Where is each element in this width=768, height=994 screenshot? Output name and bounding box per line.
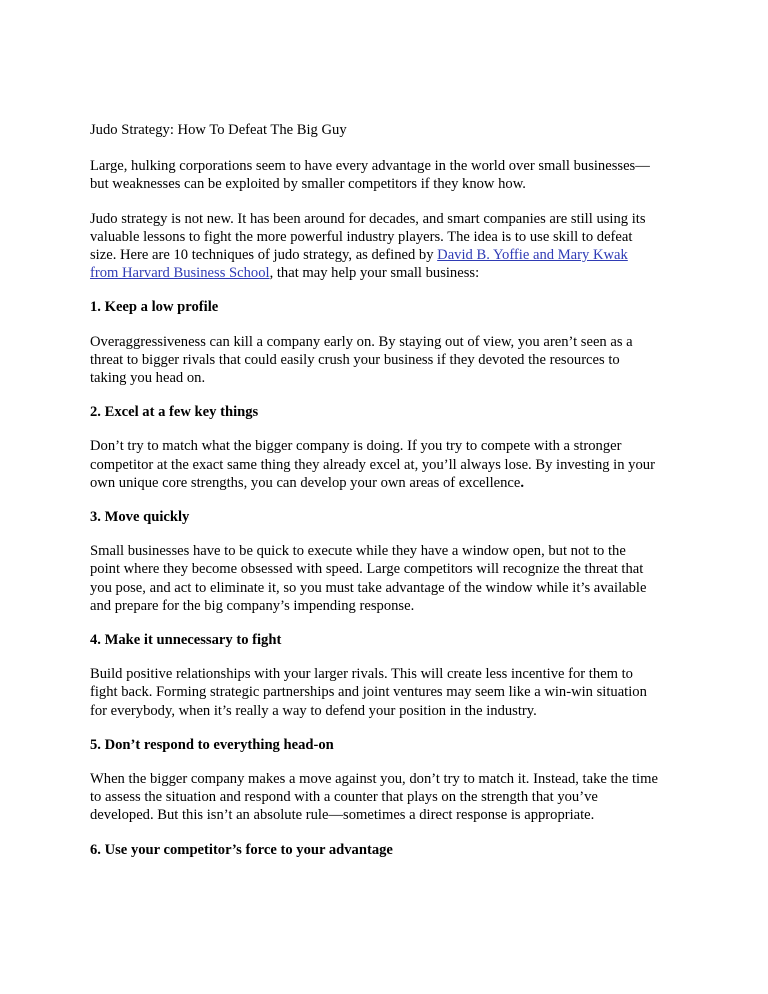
section-heading-2: 2. Excel at a few key things: [90, 404, 259, 421]
text-line: Large, hulking corporations seem to have every advantage in the world over small businesses—: [90, 158, 650, 175]
text-line: [90, 474, 690, 492]
section-heading-3: 3. Move quickly: [90, 509, 190, 526]
text-line: and prepare for the big company’s impending response.: [90, 597, 415, 614]
text-line: [90, 246, 690, 264]
section-heading-4: 4. Make it unnecessary to fight: [90, 632, 282, 649]
authors-link-continued[interactable]: from Harvard Business School: [90, 265, 270, 282]
text-line: you pose, and act to eliminate it, so you must take advantage of the window while it’s available: [90, 579, 647, 596]
text-line: threat to bigger rivals that could easily crush your business if they devoted the resources to: [90, 351, 620, 368]
text-line: fight back. Forming strategic partnerships and joint ventures may seem like a win-win situation: [90, 684, 647, 701]
authors-link[interactable]: David B. Yoffie and Mary Kwak: [437, 247, 628, 264]
text-line: for everybody, when it’s really a way to defend your position in the industry.: [90, 702, 537, 719]
text-fragment: size. Here are 10 techniques of judo strategy, as defined by: [90, 247, 438, 264]
text-line: competitor at the exact same thing they already excel at, you’ll always lose. By investing in your: [90, 456, 655, 473]
section-heading-6: 6. Use your competitor’s force to your advantage: [90, 841, 393, 858]
text-line: Small businesses have to be quick to execute while they have a window open, but not to the: [90, 543, 626, 560]
section-heading-1: 1. Keep a low profile: [90, 299, 219, 316]
section-paragraph-3: [90, 542, 690, 615]
document-body: [90, 121, 690, 875]
section-paragraph-1: [90, 333, 690, 388]
judo-strategy-paragraph: [90, 210, 690, 283]
section-paragraph-5: [90, 770, 690, 825]
text-fragment: own unique core strengths, you can develop your own areas of excellence: [90, 474, 521, 491]
text-line: Don’t try to match what the bigger company is doing. If you try to compete with a stronger: [90, 438, 622, 455]
intro-paragraph: [90, 157, 690, 193]
text-line: taking you head on.: [90, 370, 206, 387]
text-line: to assess the situation and respond with a counter that plays on the strength that you’ve: [90, 789, 598, 806]
section-heading-5: 5. Don’t respond to everything head-on: [90, 736, 334, 753]
text-line: Judo strategy is not new. It has been around for decades, and smart companies are still using its: [90, 210, 646, 227]
text-line: [90, 264, 690, 282]
text-fragment: , that may help your small business:: [269, 265, 480, 282]
text-line: valuable lessons to fight the more powerful industry players. The idea is to use skill to defeat: [90, 228, 633, 245]
document-title: Judo Strategy: How To Defeat The Big Guy: [90, 122, 347, 138]
text-line: developed. But this isn’t an absolute rule—sometimes a direct response is appropriate.: [90, 807, 595, 824]
text-line: When the bigger company makes a move against you, don’t try to match it. Instead, take the time: [90, 771, 658, 788]
bold-period: .: [520, 474, 525, 491]
text-line: Build positive relationships with your larger rivals. This will create less incentive for them to: [90, 666, 633, 683]
section-paragraph-2: [90, 437, 690, 492]
text-line: Overaggressiveness can kill a company early on. By staying out of view, you aren’t seen as a: [90, 333, 633, 350]
text-line: point where they become obsessed with speed. Large competitors will recognize the threat that: [90, 561, 644, 578]
section-paragraph-4: [90, 665, 690, 720]
text-line: but weaknesses can be exploited by smaller competitors if they know how.: [90, 176, 526, 193]
